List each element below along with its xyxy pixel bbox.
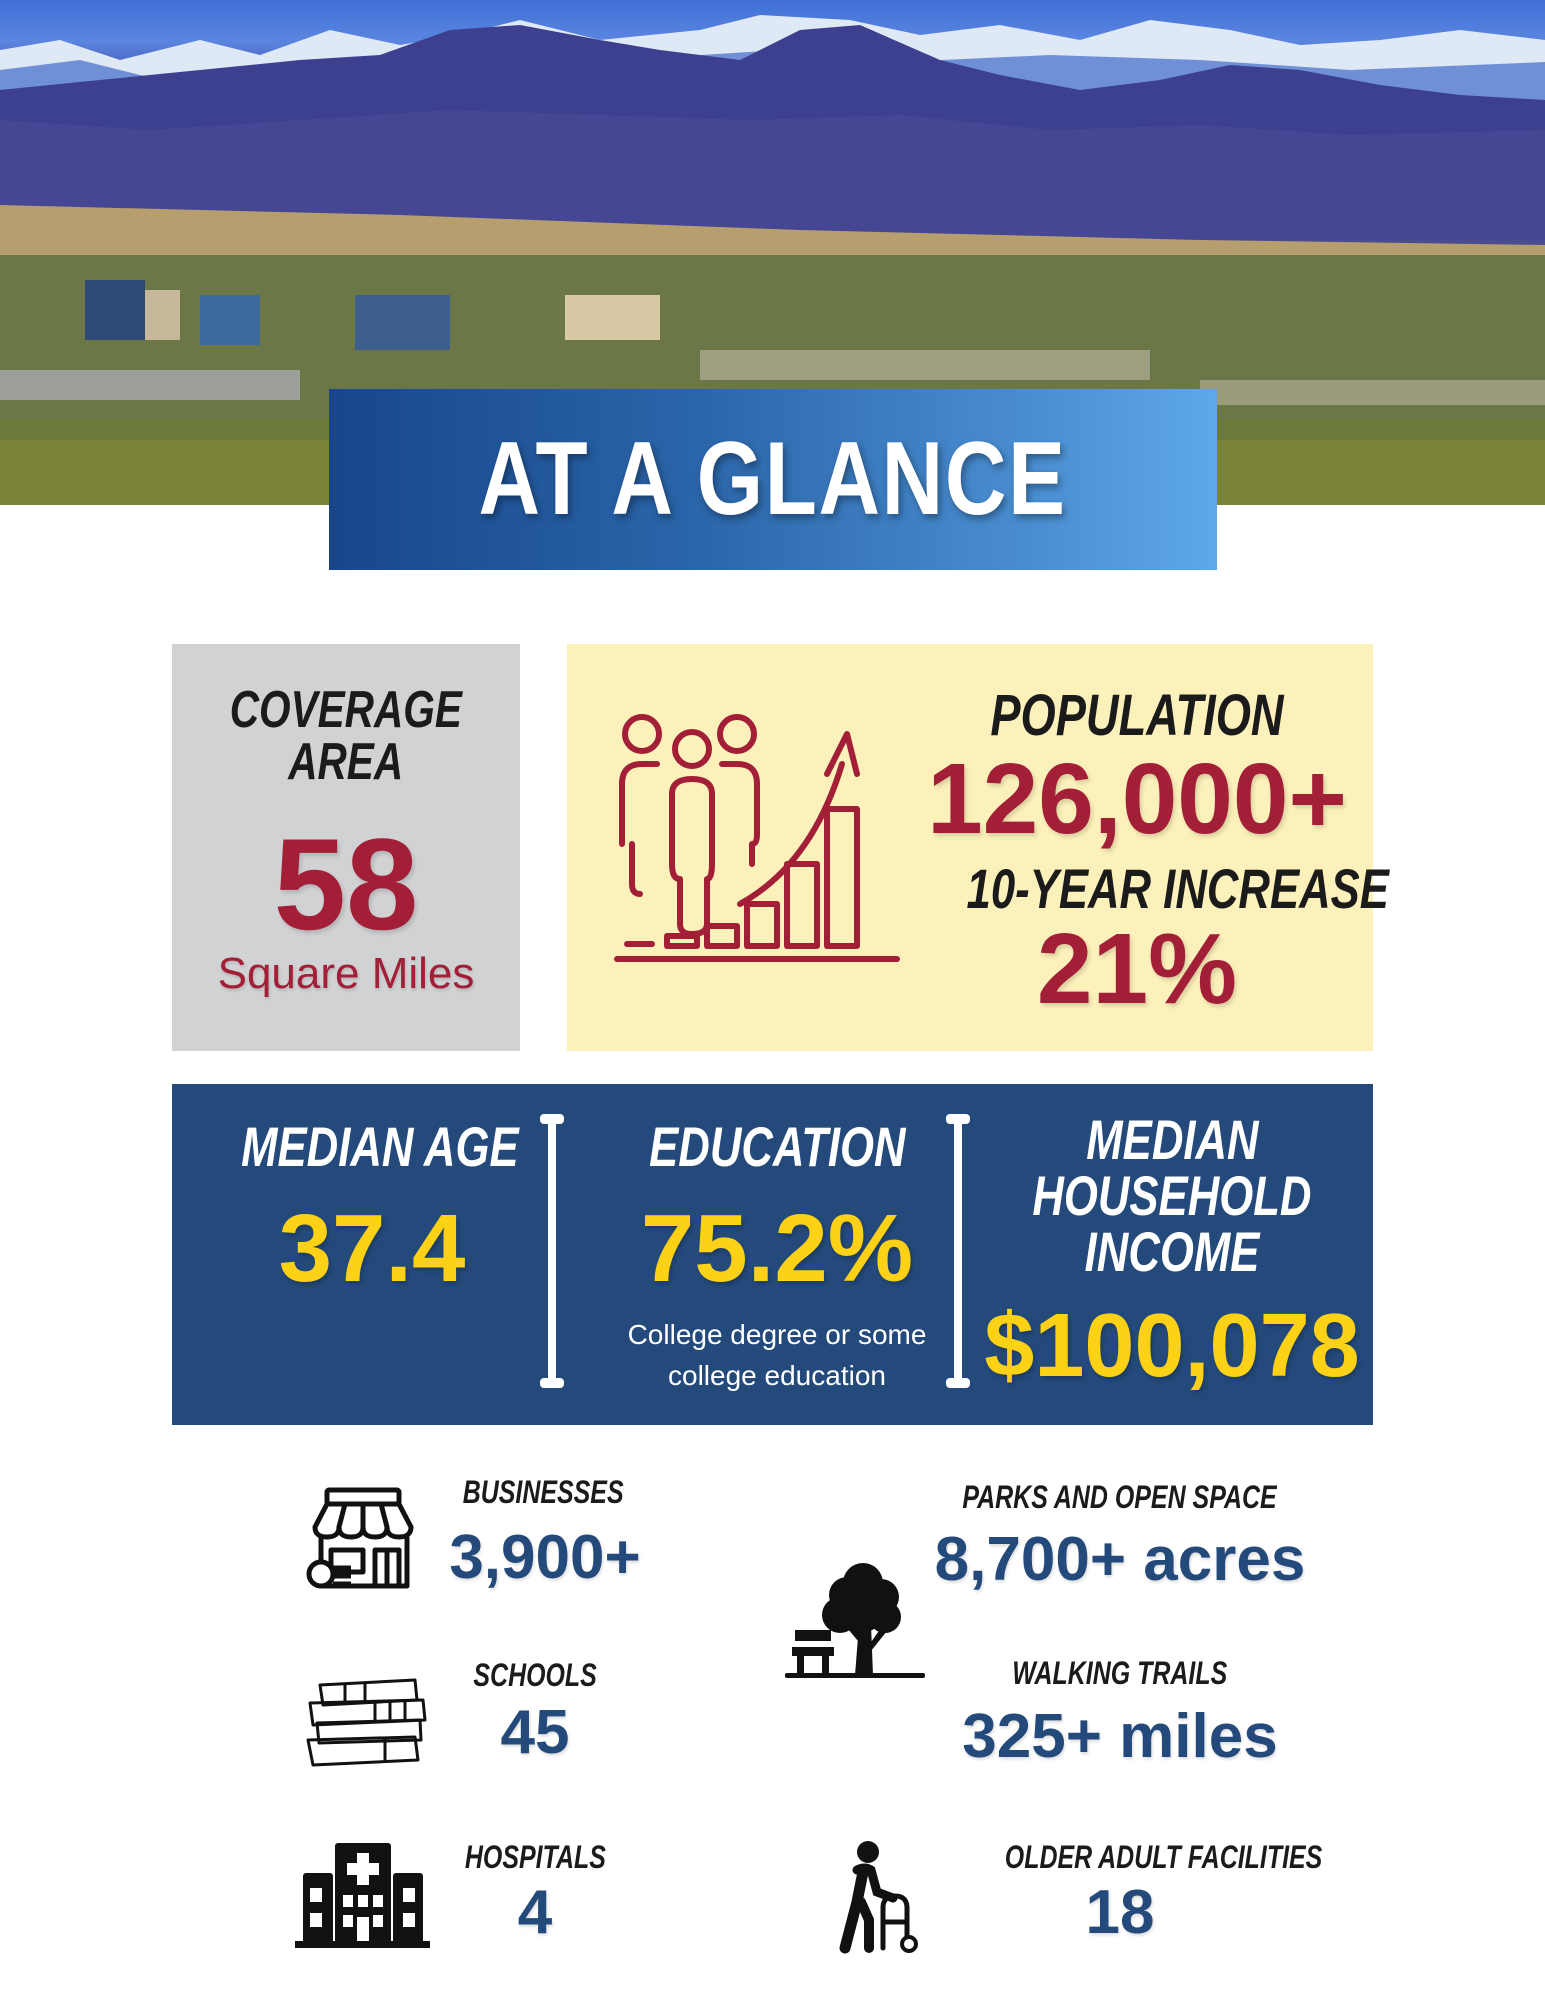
income-label-line1: MEDIAN [1085, 1108, 1259, 1171]
column-divider [954, 1116, 962, 1386]
page-title: AT A GLANCE [478, 421, 1068, 537]
trails-label: WALKING TRAILS [1012, 1655, 1228, 1691]
person-walker-icon [835, 1840, 925, 1955]
income-label-line2: HOUSEHOLD [1032, 1164, 1312, 1227]
population-value: 126,000+ [927, 743, 1347, 855]
parks-label: PARKS AND OPEN SPACE [962, 1479, 1278, 1515]
population-growth-icon [612, 714, 902, 984]
hospitals-value: 4 [517, 1878, 553, 1947]
books-icon [305, 1675, 430, 1770]
population-card [567, 644, 1389, 1051]
education-label: EDUCATION [648, 1115, 906, 1178]
older-adult-value: 18 [1085, 1878, 1155, 1947]
increase-label: 10-YEAR INCREASE [966, 857, 1389, 920]
coverage-label-line2: AREA [288, 733, 404, 791]
schools-value: 45 [500, 1698, 570, 1767]
education-value: 75.2% [640, 1195, 914, 1302]
title-banner [329, 389, 1217, 570]
hospitals-label: HOSPITALS [464, 1839, 606, 1875]
schools-label: SCHOOLS [473, 1657, 597, 1693]
education-note: College degree or some college education [627, 1319, 927, 1391]
storefront-icon [305, 1482, 417, 1594]
coverage-unit: Square Miles [217, 949, 475, 998]
median-age-label: MEDIAN AGE [241, 1115, 519, 1178]
trails-value: 325+ miles [962, 1702, 1278, 1771]
column-divider [548, 1116, 556, 1386]
coverage-label-line1: COVERAGE [229, 681, 463, 739]
parks-value: 8,700+ acres [934, 1525, 1306, 1594]
median-age-value: 37.4 [278, 1195, 466, 1302]
coverage-area-card [172, 644, 520, 1051]
income-label-line3: INCOME [1084, 1220, 1260, 1283]
demographics-card [172, 1084, 1373, 1425]
hospital-icon [295, 1843, 430, 1948]
increase-value: 21% [1036, 913, 1238, 1025]
older-adult-label: OLDER ADULT FACILITIES [1004, 1839, 1323, 1875]
businesses-value: 3,900+ [449, 1523, 641, 1592]
coverage-value: 58 [273, 811, 419, 957]
income-value: $100,078 [984, 1296, 1360, 1396]
population-label: POPULATION [990, 683, 1284, 748]
businesses-label: BUSINESSES [462, 1474, 624, 1510]
